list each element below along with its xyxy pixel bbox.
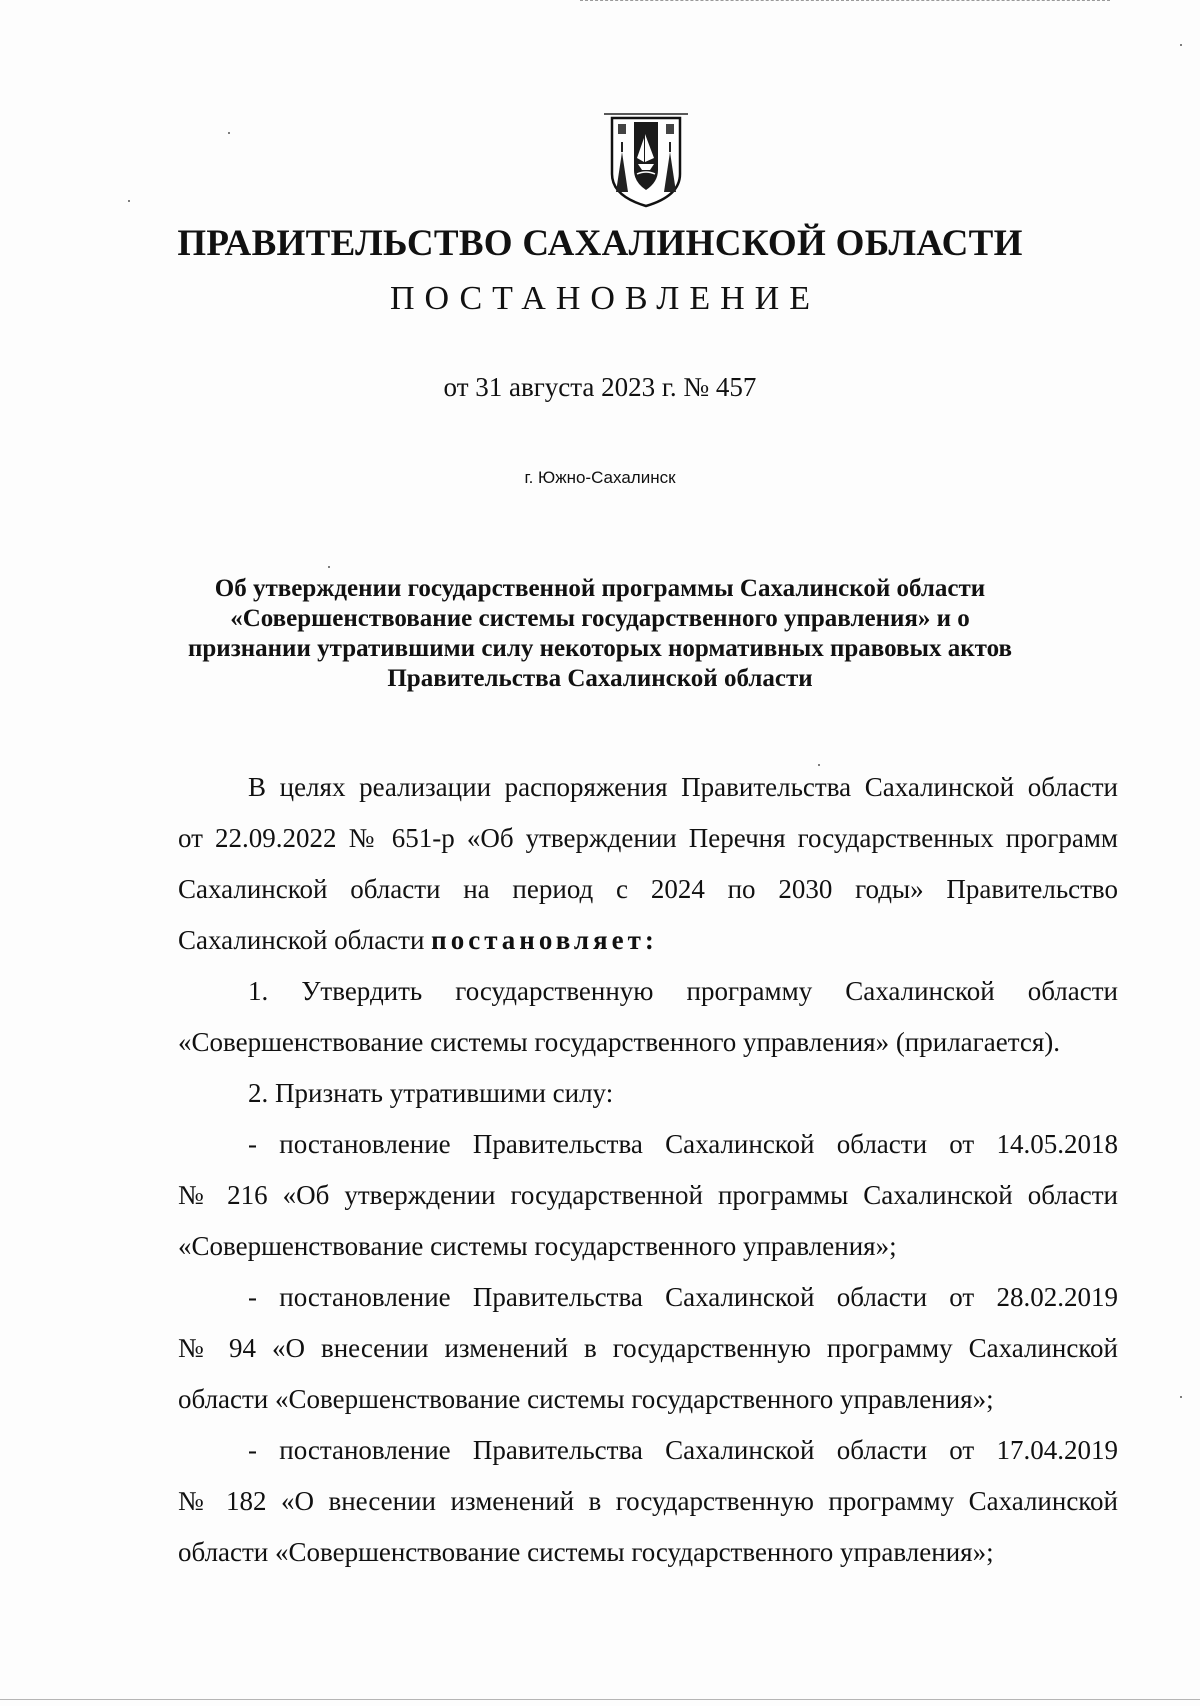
item-1-line: 1. Утвердить государственную программу Сахалинской области	[248, 976, 1118, 1006]
scan-edge-bottom	[0, 1699, 1200, 1700]
scan-speck	[1180, 1396, 1182, 1398]
scan-speck	[1180, 44, 1182, 46]
repealed-act	[178, 1272, 1118, 1425]
subject-line: Об утверждении государственной программы Сахалинской области	[214, 575, 986, 602]
preamble-line: Сахалинской области на период с 2024 по 2030 годы» Правительство	[178, 874, 1118, 904]
item-1-paragraph	[178, 966, 1118, 1068]
item-2-title	[178, 1068, 1118, 1119]
repealed-act-line: - постановление Правительства Сахалинской области от 17.04.2019	[248, 1435, 1118, 1465]
subject-line: признании утратившими силу некоторых нормативных правовых актов	[187, 635, 1012, 662]
repealed-act-line: области «Совершенствование системы государственного управления»;	[178, 1537, 994, 1567]
repealed-act-line: № 182 «О внесении изменений в государственную программу Сахалинской	[178, 1486, 1118, 1516]
preamble-line	[178, 915, 1118, 966]
preamble-line: от 22.09.2022 № 651-р «Об утверждении Перечня государственных программ	[178, 823, 1118, 853]
repealed-act-line: - постановление Правительства Сахалинской области от 14.05.2018	[248, 1129, 1118, 1159]
item-2-title-line: 2. Признать утратившими силу:	[248, 1078, 614, 1108]
document-body	[178, 762, 1118, 1578]
repealed-act	[178, 1119, 1118, 1272]
coat-of-arms-icon	[604, 112, 688, 210]
decree-word: постановляет:	[431, 925, 658, 955]
repealed-act-line: области «Совершенствование системы государственного управления»;	[178, 1384, 994, 1414]
subject-line: «Совершенствование системы государственного управления» и о	[230, 605, 970, 632]
preamble-line: В целях реализации распоряжения Правительства Сахалинской области	[248, 772, 1118, 802]
repealed-act-line: - постановление Правительства Сахалинской области от 28.02.2019	[248, 1282, 1118, 1312]
government-title: ПРАВИТЕЛЬСТВО САХАЛИНСКОЙ ОБЛАСТИ	[177, 223, 1023, 264]
item-1-line: «Совершенствование системы государственного управления» (прилагается).	[178, 1027, 1060, 1057]
scan-speck	[228, 132, 230, 134]
repealed-act-line: № 94 «О внесении изменений в государственную программу Сахалинской	[178, 1333, 1118, 1363]
repealed-act	[178, 1425, 1118, 1578]
repealed-act-line: № 216 «Об утверждении государственной программы Сахалинской области	[178, 1180, 1118, 1210]
scan-speck	[128, 200, 130, 202]
scan-edge-top	[580, 0, 1110, 1]
document-city: г. Южно-Сахалинск	[524, 468, 676, 487]
subject-line: Правительства Сахалинской области	[387, 665, 813, 692]
document-date-number: от 31 августа 2023 г. № 457	[443, 372, 757, 402]
preamble-line-start: Сахалинской области	[178, 925, 432, 955]
scan-speck	[328, 566, 330, 568]
document-kind: ПОСТАНОВЛЕНИЕ	[389, 280, 821, 317]
preamble-paragraph	[178, 762, 1118, 966]
repealed-act-line: «Совершенствование системы государственного управления»;	[178, 1231, 897, 1261]
document-subject	[150, 574, 1050, 694]
